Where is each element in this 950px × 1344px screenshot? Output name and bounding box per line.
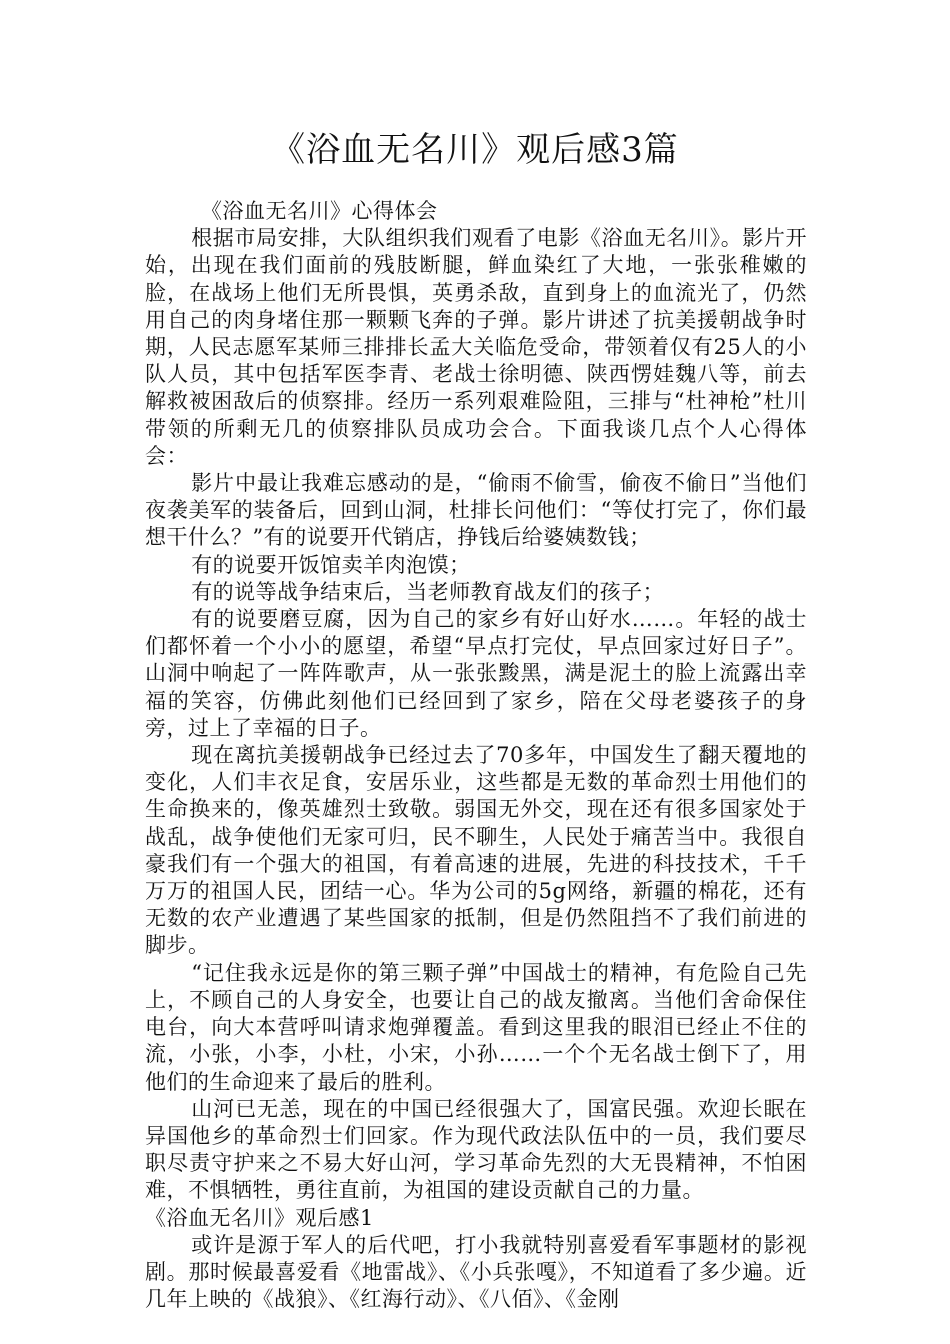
paragraph: 山河已无恙，现在的中国已经很强大了，国富民强。欢迎长眠在异国他乡的革命烈士们回家。作为现代政法队伍中的一员，我们要尽职尽责守护来之不易大好山河，学习革命先烈的大无畏精神，不怕困难，不惧牺牲，勇往直前，为祖国的建设贡献自己的力量。 [145, 1096, 807, 1203]
paragraph: 现在离抗美援朝战争已经过去了70多年，中国发生了翻天覆地的变化，人们丰衣足食，安居乐业，这些都是无数的革命烈士用他们的生命换来的，像英雄烈士致敬。弱国无外交，现在还有很多国家处于战乱，战争使他们无家可归，民不聊生，人民处于痛苦当中。我很自豪我们有一个强大的祖国，有着高速的进展，先进的科技技术，千千万万的祖国人民，团结一心。华为公司的5g网络，新疆的棉花，还有无数的农产业遭遇了某些国家的抵制，但是仍然阻挡不了我们前进的脚步。 [145, 743, 807, 958]
section-heading-1: 《浴血无名川》心得体会 [201, 199, 438, 223]
paragraph: 有的说要磨豆腐，因为自己的家乡有好山好水……。年轻的战士们都怀着一个小小的愿望，希望“早点打完仗，早点回家过好日子”。山洞中响起了一阵阵歌声，从一张张黢黑，满是泥土的脸上流露出幸福的笑容，仿佛此刻他们已经回到了家乡，陪在父母老婆孩子的身旁，过上了幸福的日子。 [145, 607, 807, 740]
paragraph: “记住我永远是你的第三颗子弹”中国战士的精神，有危险自己先上，不顾自己的人身安全，也要让自己的战友撤离。当他们舍命保住电台，向大本营呼叫请求炮弹覆盖。看到这里我的眼泪已经止不住的流，小张，小李，小杜，小宋，小孙……一个个无名战士倒下了，用他们的生命迎来了最后的胜利。 [145, 960, 807, 1094]
document-body [145, 198, 807, 1313]
paragraph: 有的说要开饭馆卖羊肉泡馍； [191, 552, 471, 577]
paragraph: 影片中最让我难忘感动的是，“偷雨不偷雪，偷夜不偷日”当他们夜袭美军的装备后，回到山洞，杜排长问他们：“等仗打完了，你们最想干什么？”有的说要开代销店，挣钱后给婆姨数钱； [145, 471, 807, 550]
section-heading-2: 《浴血无名川》观后感1 [145, 1205, 374, 1230]
paragraph: 有的说等战争结束后，当老师教育战友们的孩子； [191, 579, 665, 604]
document-title: 《浴血无名川》观后感3篇 [271, 130, 679, 170]
paragraph: 或许是源于军人的后代吧，打小我就特别喜爱看军事题材的影视剧。那时候最喜爱看《地雷战》、《小兵张嘎》，不知道看了多少遍。近几年上映的《战狼》、《红海行动》、《八佰》、《金刚 [145, 1232, 807, 1312]
paragraph: 根据市局安排，大队组织我们观看了电影《浴血无名川》。影片开始，出现在我们面前的残肢断腿，鲜血染红了大地，一张张稚嫩的脸，在战场上他们无所畏惧，英勇杀敌，直到身上的血流光了，仍然用自己的肉身堵住那一颗颗飞奔的子弹。影片讲述了抗美援朝战争时期，人民志愿军某师三排排长孟大关临危受命，带领着仅有25人的小队人员，其中包括军医李青、老战士徐明德、陕西愣娃魏八等，前去解救被困敌后的侦察排。经历一系列艰难险阻，三排与“杜神枪”杜川带领的所剩无几的侦察排队员成功会合。下面我谈几点个人心得体会： [145, 226, 807, 468]
